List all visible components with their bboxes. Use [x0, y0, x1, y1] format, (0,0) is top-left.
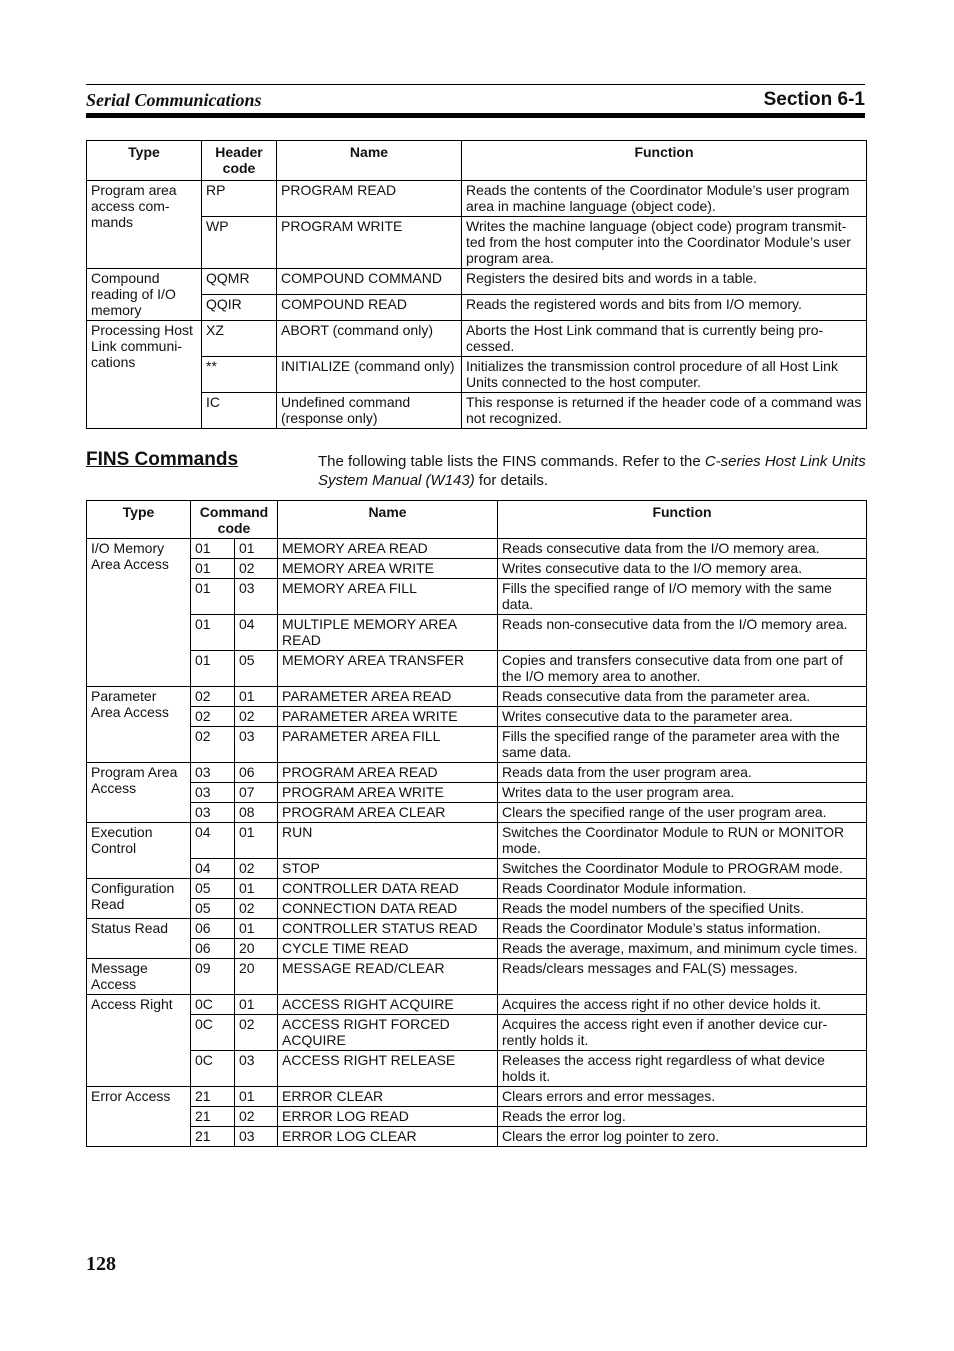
src-code-cell: 07 [235, 783, 278, 803]
command-name-cell: PROGRAM WRITE [277, 217, 462, 269]
src-code-cell: 05 [235, 651, 278, 687]
command-name-cell: ERROR LOG CLEAR [278, 1127, 498, 1147]
command-name-cell: CONTROLLER STATUS READ [278, 919, 498, 939]
running-header-title: Serial Communications [86, 90, 262, 110]
table-row [87, 995, 867, 1015]
table-row [87, 1107, 867, 1127]
command-name-cell: CONNECTION DATA READ [278, 899, 498, 919]
function-cell: Clears the error log pointer to zero. [498, 1127, 867, 1147]
src-code-cell: 04 [235, 615, 278, 651]
table-row [87, 269, 867, 295]
src-code-cell: 01 [235, 919, 278, 939]
table-row [87, 879, 867, 899]
mrc-code-cell: 0C [191, 1051, 235, 1087]
table-header-row [87, 501, 867, 539]
src-code-cell: 01 [235, 995, 278, 1015]
column-header-function: Function [462, 141, 867, 181]
table-row [87, 615, 867, 651]
table-row [87, 727, 867, 763]
column-header-command-code: Command code [191, 501, 278, 539]
function-cell: Reads Coordinator Module information. [498, 879, 867, 899]
manual-title: C-series Host Link Units System Manual (W143) [318, 453, 866, 489]
type-cell: I/O Memory Area Access [87, 539, 191, 687]
column-header-type: Type [87, 501, 191, 539]
function-cell: Releases the access right regardless of what device holds it. [498, 1051, 867, 1087]
header-code-cell: QQMR [202, 269, 277, 295]
function-cell: Switches the Coordinator Module to PROGRAM mode. [498, 859, 867, 879]
command-name-cell: CONTROLLER DATA READ [278, 879, 498, 899]
table-row [87, 539, 867, 559]
table-row [87, 899, 867, 919]
column-header-function: Function [498, 501, 867, 539]
src-code-cell: 02 [235, 1107, 278, 1127]
mrc-code-cell: 0C [191, 1015, 235, 1051]
fins-intro-text: The following table lists the FINS commands. Refer to the [318, 453, 705, 470]
function-cell: Fills the specified range of the parameter area with the same data. [498, 727, 867, 763]
column-header-name: Name [278, 501, 498, 539]
type-cell: Compound reading of I/O memory [87, 269, 202, 321]
src-code-cell: 01 [235, 1087, 278, 1107]
function-cell: Writes consecutive data to the I/O memory area. [498, 559, 867, 579]
command-name-cell: PARAMETER AREA WRITE [278, 707, 498, 727]
table-row [87, 559, 867, 579]
mrc-code-cell: 04 [191, 859, 235, 879]
type-cell: Error Access [87, 1087, 191, 1147]
command-name-cell: ACCESS RIGHT RELEASE [278, 1051, 498, 1087]
mrc-code-cell: 0C [191, 995, 235, 1015]
type-cell: Execution Control [87, 823, 191, 879]
function-cell: Reads/clears messages and FAL(S) messages. [498, 959, 867, 995]
function-cell: Reads consecutive data from the parameter area. [498, 687, 867, 707]
mrc-code-cell: 01 [191, 615, 235, 651]
command-name-cell: MEMORY AREA WRITE [278, 559, 498, 579]
header-rule [86, 84, 865, 85]
function-cell: Reads the Coordinator Module’s status information. [498, 919, 867, 939]
command-name-cell: MULTIPLE MEMORY AREA READ [278, 615, 498, 651]
function-cell: This response is returned if the header code of a command was not recognized. [462, 393, 867, 429]
command-name-cell: INITIALIZE (command only) [277, 357, 462, 393]
command-name-cell: STOP [278, 859, 498, 879]
src-code-cell: 20 [235, 959, 278, 995]
function-cell: Reads consecutive data from the I/O memory area. [498, 539, 867, 559]
src-code-cell: 02 [235, 1015, 278, 1051]
mrc-code-cell: 05 [191, 879, 235, 899]
command-name-cell: PROGRAM AREA CLEAR [278, 803, 498, 823]
command-name-cell: COMPOUND READ [277, 295, 462, 321]
command-name-cell: MEMORY AREA READ [278, 539, 498, 559]
mrc-code-cell: 01 [191, 559, 235, 579]
function-cell: Writes data to the user program area. [498, 783, 867, 803]
type-cell: Program Area Access [87, 763, 191, 823]
table-row [87, 1087, 867, 1107]
src-code-cell: 03 [235, 1051, 278, 1087]
mrc-code-cell: 01 [191, 539, 235, 559]
src-code-cell: 03 [235, 1127, 278, 1147]
type-cell: Program area access com- mands [87, 181, 202, 269]
function-cell: Reads non-consecutive data from the I/O memory area. [498, 615, 867, 651]
table-row [87, 1015, 867, 1051]
type-cell: Parameter Area Access [87, 687, 191, 763]
mrc-code-cell: 03 [191, 783, 235, 803]
command-name-cell: PROGRAM AREA WRITE [278, 783, 498, 803]
fins-commands-table [86, 500, 867, 1147]
fins-intro-text-end: for details. [474, 472, 549, 489]
function-cell: Acquires the access right if no other device holds it. [498, 995, 867, 1015]
mrc-code-cell: 05 [191, 899, 235, 919]
header-thick-rule [86, 113, 865, 118]
function-cell: Registers the desired bits and words in a table. [462, 269, 867, 295]
command-name-cell: ACCESS RIGHT ACQUIRE [278, 995, 498, 1015]
src-code-cell: 03 [235, 579, 278, 615]
mrc-code-cell: 03 [191, 803, 235, 823]
table-row [87, 859, 867, 879]
table-row [87, 763, 867, 783]
mrc-code-cell: 01 [191, 579, 235, 615]
table-row [87, 181, 867, 217]
src-code-cell: 03 [235, 727, 278, 763]
table-row [87, 783, 867, 803]
table-row [87, 295, 867, 321]
table-header-row [87, 141, 867, 181]
function-cell: Acquires the access right even if another device cur- rently holds it. [498, 1015, 867, 1051]
type-cell: Message Access [87, 959, 191, 995]
function-cell: Reads the model numbers of the specified Units. [498, 899, 867, 919]
mrc-code-cell: 01 [191, 651, 235, 687]
mrc-code-cell: 09 [191, 959, 235, 995]
function-cell: Writes consecutive data to the parameter area. [498, 707, 867, 727]
command-name-cell: COMPOUND COMMAND [277, 269, 462, 295]
type-cell: Access Right [87, 995, 191, 1087]
mrc-code-cell: 21 [191, 1127, 235, 1147]
type-cell: Processing Host Link communi- cations [87, 321, 202, 429]
function-cell: Writes the machine language (object code) program transmit- ted from the host computer into the Coordinator Module’s user program area. [462, 217, 867, 269]
src-code-cell: 02 [235, 859, 278, 879]
table-row [87, 393, 867, 429]
column-header-type: Type [87, 141, 202, 181]
column-header-name: Name [277, 141, 462, 181]
src-code-cell: 02 [235, 899, 278, 919]
header-code-cell: ** [202, 357, 277, 393]
mrc-code-cell: 04 [191, 823, 235, 859]
src-code-cell: 01 [235, 879, 278, 899]
table-row [87, 579, 867, 615]
header-code-cell: RP [202, 181, 277, 217]
command-name-cell: PROGRAM READ [277, 181, 462, 217]
table-row [87, 803, 867, 823]
type-cell: Configuration Read [87, 879, 191, 919]
command-name-cell: PROGRAM AREA READ [278, 763, 498, 783]
mrc-code-cell: 02 [191, 727, 235, 763]
command-name-cell: ABORT (command only) [277, 321, 462, 357]
function-cell: Copies and transfers consecutive data from one part of the I/O memory area to another. [498, 651, 867, 687]
table-row [87, 823, 867, 859]
mrc-code-cell: 21 [191, 1087, 235, 1107]
header-code-cell: IC [202, 393, 277, 429]
function-cell: Aborts the Host Link command that is currently being pro- cessed. [462, 321, 867, 357]
function-cell: Initializes the transmission control procedure of all Host Link Units connected to the host computer. [462, 357, 867, 393]
table-row [87, 217, 867, 269]
command-name-cell: RUN [278, 823, 498, 859]
src-code-cell: 20 [235, 939, 278, 959]
function-cell: Reads the error log. [498, 1107, 867, 1127]
mrc-code-cell: 21 [191, 1107, 235, 1127]
src-code-cell: 01 [235, 539, 278, 559]
src-code-cell: 01 [235, 823, 278, 859]
command-name-cell: ERROR LOG READ [278, 1107, 498, 1127]
table-row [87, 651, 867, 687]
command-name-cell: PARAMETER AREA READ [278, 687, 498, 707]
function-cell: Clears the specified range of the user program area. [498, 803, 867, 823]
command-name-cell: MEMORY AREA TRANSFER [278, 651, 498, 687]
mrc-code-cell: 06 [191, 919, 235, 939]
type-cell: Status Read [87, 919, 191, 959]
function-cell: Clears errors and error messages. [498, 1087, 867, 1107]
command-name-cell: PARAMETER AREA FILL [278, 727, 498, 763]
table-row [87, 1127, 867, 1147]
src-code-cell: 08 [235, 803, 278, 823]
function-cell: Reads the average, maximum, and minimum cycle times. [498, 939, 867, 959]
src-code-cell: 02 [235, 559, 278, 579]
mrc-code-cell: 02 [191, 707, 235, 727]
column-header-header-code: Header code [202, 141, 277, 181]
command-name-cell: ERROR CLEAR [278, 1087, 498, 1107]
running-header-section: Section 6-1 [763, 89, 865, 110]
command-name-cell: MESSAGE READ/CLEAR [278, 959, 498, 995]
table-row [87, 687, 867, 707]
mrc-code-cell: 02 [191, 687, 235, 707]
table-row [87, 919, 867, 939]
command-name-cell: MEMORY AREA FILL [278, 579, 498, 615]
page-number: 128 [86, 1253, 116, 1275]
mrc-code-cell: 03 [191, 763, 235, 783]
src-code-cell: 02 [235, 707, 278, 727]
table-row [87, 939, 867, 959]
function-cell: Fills the specified range of I/O memory with the same data. [498, 579, 867, 615]
table-row [87, 959, 867, 995]
command-name-cell: ACCESS RIGHT FORCED ACQUIRE [278, 1015, 498, 1051]
command-name-cell: CYCLE TIME READ [278, 939, 498, 959]
fins-intro-paragraph [318, 452, 868, 490]
function-cell: Switches the Coordinator Module to RUN or MONITOR mode. [498, 823, 867, 859]
src-code-cell: 06 [235, 763, 278, 783]
table-row [87, 707, 867, 727]
src-code-cell: 01 [235, 687, 278, 707]
table-row [87, 321, 867, 357]
header-code-cell: XZ [202, 321, 277, 357]
table-row [87, 1051, 867, 1087]
function-cell: Reads data from the user program area. [498, 763, 867, 783]
host-link-commands-table [86, 140, 867, 429]
header-code-cell: QQIR [202, 295, 277, 321]
function-cell: Reads the registered words and bits from I/O memory. [462, 295, 867, 321]
function-cell: Reads the contents of the Coordinator Module’s user program area in machine language (object code). [462, 181, 867, 217]
fins-commands-heading: FINS Commands [86, 449, 239, 470]
table-row [87, 357, 867, 393]
mrc-code-cell: 06 [191, 939, 235, 959]
header-code-cell: WP [202, 217, 277, 269]
command-name-cell: Undefined command (response only) [277, 393, 462, 429]
